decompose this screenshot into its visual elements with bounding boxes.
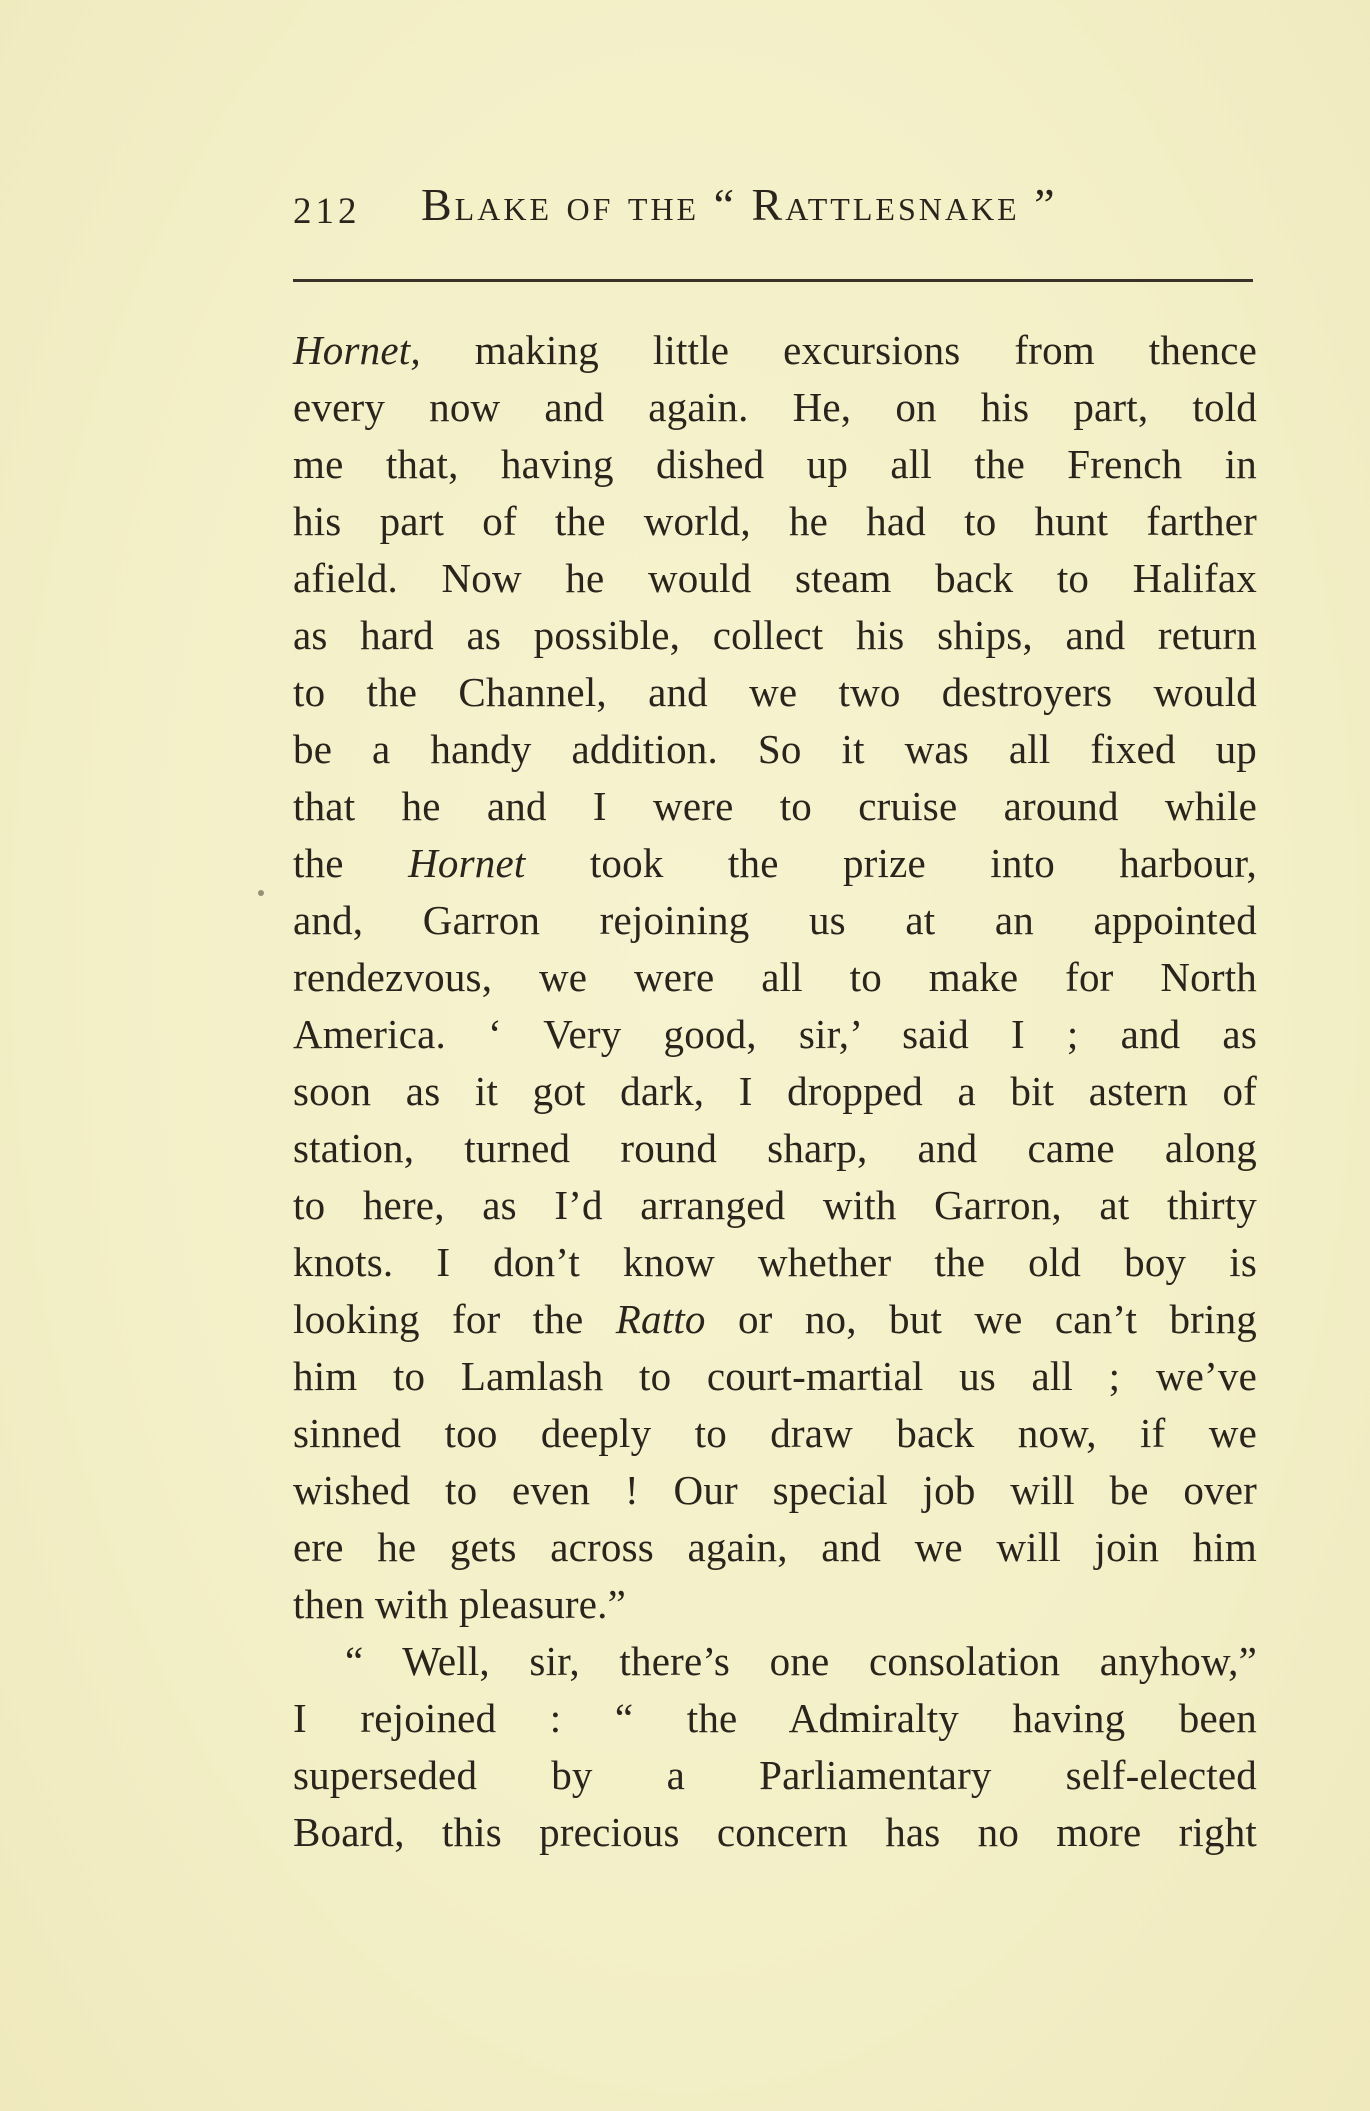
text-line: that he and I were to cruise around while [293, 783, 1257, 829]
text-line: be a handy addition. So it was all fixed up [293, 726, 1257, 772]
text-line: rendezvous, we were all to make for North [293, 954, 1257, 1000]
text-line: then with pleasure.” [293, 1581, 627, 1627]
text-line: soon as it got dark, I dropped a bit astern of [293, 1068, 1257, 1114]
header-rule [293, 279, 1253, 282]
page-number: 212 [293, 191, 361, 232]
text-line: his part of the world, he had to hunt farther [293, 498, 1257, 544]
text-line: sinned too deeply to draw back now, if we [293, 1410, 1257, 1456]
paper-speck [258, 890, 264, 896]
running-title: Blake of the “ Rattlesnake ” [421, 179, 1058, 230]
running-head [293, 178, 1253, 248]
text-line: Hornet, making little excursions from thence [293, 327, 1257, 373]
text-line: superseded by a Parliamentary self-elected [293, 1752, 1257, 1798]
text-line: and, Garron rejoining us at an appointed [293, 897, 1257, 943]
text-line: afield. Now he would steam back to Halifax [293, 555, 1257, 601]
text-line: I rejoined : “ the Admiralty having been [293, 1695, 1257, 1741]
text-line: to here, as I’d arranged with Garron, at thirty [293, 1182, 1257, 1228]
text-line: every now and again. He, on his part, told [293, 384, 1257, 430]
text-line: him to Lamlash to court-martial us all ; we’ve [293, 1353, 1257, 1399]
text-line: ere he gets across again, and we will join him [293, 1524, 1257, 1570]
text-line: me that, having dished up all the French in [293, 441, 1257, 487]
text-line: knots. I don’t know whether the old boy is [293, 1239, 1257, 1285]
text-line: “ Well, sir, there’s one consolation anyhow,” [345, 1638, 1257, 1684]
text-line: wished to even ! Our special job will be over [293, 1467, 1257, 1513]
body-text [293, 322, 1257, 1861]
text-line: America. ‘ Very good, sir,’ said I ; and as [293, 1011, 1257, 1057]
text-line: the Hornet took the prize into harbour, [293, 840, 1257, 886]
text-line: as hard as possible, collect his ships, and return [293, 612, 1257, 658]
text-line: looking for the Ratto or no, but we can’t bring [293, 1296, 1257, 1342]
text-line: Board, this precious concern has no more right [293, 1809, 1257, 1855]
text-line: station, turned round sharp, and came along [293, 1125, 1257, 1171]
text-line: to the Channel, and we two destroyers would [293, 669, 1257, 715]
